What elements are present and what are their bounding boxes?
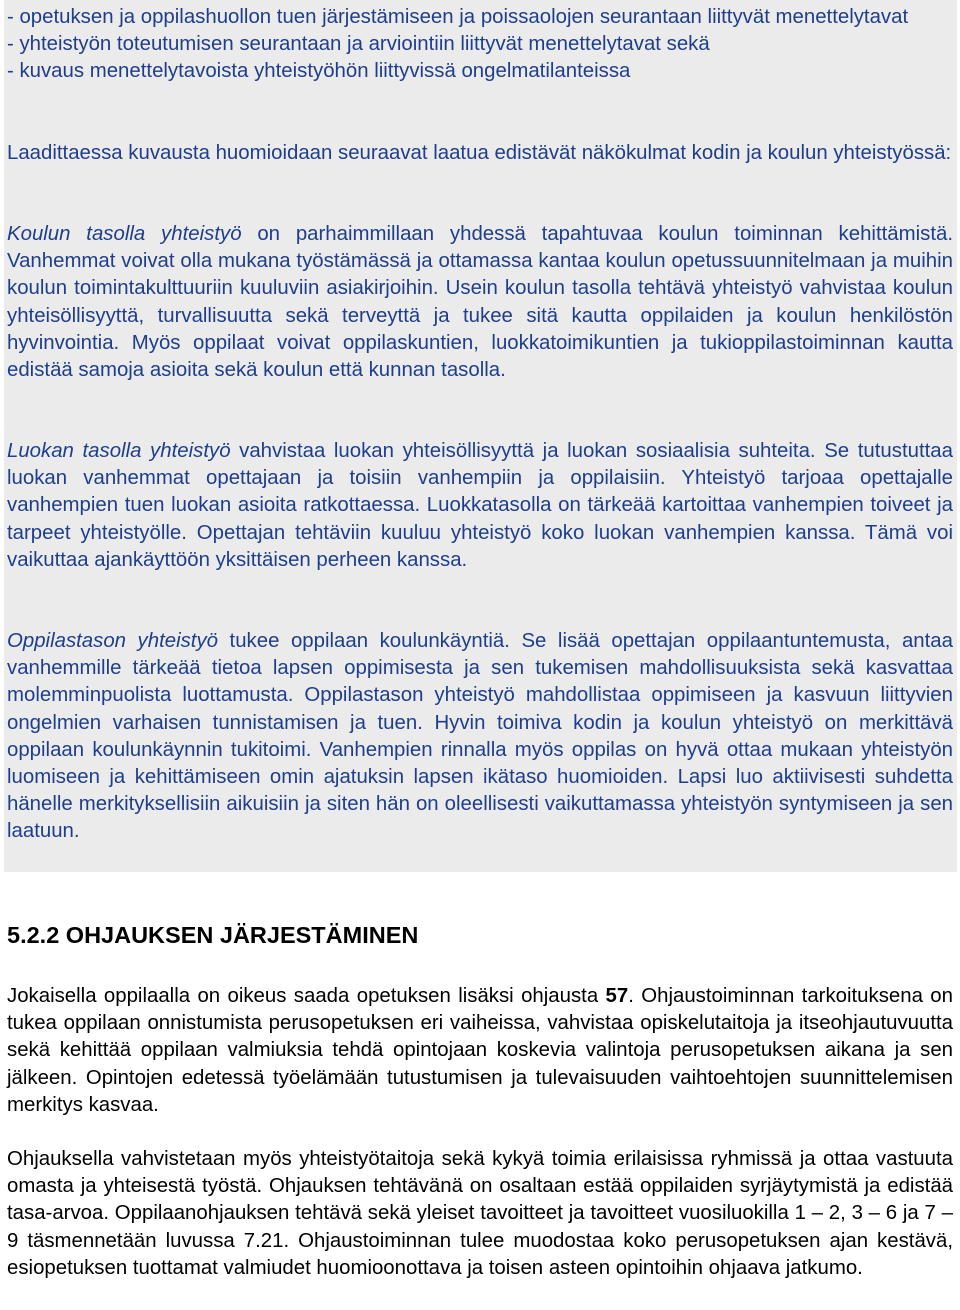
guidance-paragraph-1 <box>7 983 953 1119</box>
top-bullet-list <box>7 4 953 86</box>
class-level-text: vahvistaa luokan yhteisöllisyyttä ja luokan sosiaalisia suhteita. Se tutustuttaa luokan vanhemmat opettajaan ja toisiin vanhempiin ja oppilaisiin. Yhteistyö tarjoaa opettajalle vanhempien tuen luokan asioita ratkottaessa. Luokkatasolla on tärkeää kartoittaa vanhempien toiveet ja tarpeet yhteistyölle. Opettajan tehtäviin kuuluu yhteistyö koko luokan vanhempien kanssa. Tämä voi vaikuttaa ajankäyttöön yksittäisen perheen kanssa. <box>7 440 953 571</box>
guidance-p1-before: Jokaisella oppilaalla on oikeus saada opetuksen lisäksi ohjausta <box>7 985 606 1007</box>
pupil-level-lead: Oppilastason yhteistyö <box>7 630 219 652</box>
list-item: - kuvaus menettelytavoista yhteistyöhön liittyvissä ongelmatilanteissa <box>7 60 631 83</box>
pupil-level-paragraph <box>7 628 953 846</box>
footnote-reference: 57 <box>605 985 629 1007</box>
class-level-paragraph <box>7 438 953 574</box>
school-level-lead: Koulun tasolla yhteistyö <box>7 223 242 245</box>
section-heading: 5.2.2 OHJAUKSEN JÄRJESTÄMINEN <box>7 922 419 948</box>
school-level-text: on parhaimmillaan yhdessä tapahtuvaa koulun toiminnan kehittämistä. Vanhemmat voivat olla mukana työstämässä ja ottamassa kantaa koulun opetussuunnitelmaan ja muihin koulun toimintakulttuuriin kuuluviin asiakirjoihin. Usein koulun tasolla tehtävä yhteistyö vahvistaa koulun yhteisöllisyyttä, turvallisuutta sekä terveyttä ja tukee sitä kautta oppilaiden ja koulun henkilöstön hyvinvointia. Myös oppilaat voivat oppilaskuntien, luokkatoimikuntien ja tukioppilastoiminnan kautta edistää samoja asioita sekä koulun että kunnan tasolla. <box>7 223 953 382</box>
guidance-p1-after: . Ohjaustoiminnan tarkoituksena on tukea oppilaan onnistumista perusopetuksen eri vaiheissa, vahvistaa opiskelutaitoja ja itseohjautuvuutta sekä kehittää oppilaan valmiuksia tehdä opintojaan koskevia valintoja perusopetuksen aikana ja sen jälkeen. Opintojen edetessä työelämään tutustumisen ja tulevaisuuden vaihtoehtojen suunnittelemisen merkitys kasvaa. <box>7 985 953 1116</box>
pupil-level-text: tukee oppilaan koulunkäyntiä. Se lisää opettajan oppilaantuntemusta, antaa vanhemmille tärkeää tietoa lapsen oppimisesta ja sen tukemisen mahdollisuuksista sekä kasvattaa molemminpuolista luottamusta. Oppilastason yhteistyö mahdollistaa oppimiseen ja kasvuun liittyvien ongelmien varhaisen tunnistamisen ja tuen. Hyvin toimiva kodin ja koulun yhteistyö on merkittävä oppilaan koulunkäynnin tukitoimi. Vanhempien rinnalla myös oppilas on hyvä ottaa mukaan yhteistyön luomiseen ja kehittämiseen omin ajatuksin lapsen ikätaso huomioiden. Lapsi luo aktiivisesti suhdetta hänelle merkityksellisiin aikuisiin ja siten hän on oleellisesti vaikuttamassa yhteistyön syntymiseen ja sen laatuun. <box>7 630 953 843</box>
list-item: - opetuksen ja oppilashuollon tuen järjestämiseen ja poissaolojen seurantaan liittyvät menettelytavat <box>7 6 909 28</box>
list-item: - yhteistyön toteutumisen seurantaan ja arviointiin liittyvät menettelytavat sekä <box>7 33 710 56</box>
class-level-lead: Luokan tasolla yhteistyö <box>7 440 231 462</box>
intro-paragraph: Laadittaessa kuvausta huomioidaan seuraavat laatua edistävät näkökulmat kodin ja koulun yhteistyössä: <box>7 142 952 164</box>
school-level-paragraph <box>7 221 953 384</box>
guidance-paragraph-2: Ohjauksella vahvistetaan myös yhteistyötaitoja sekä kykyä toimia erilaisissa ryhmissä ja ottaa vastuuta omasta ja yhteisestä työstä. Ohjauksen tehtävänä on osaltaan estää oppilaiden syrjäytymistä ja edistää tasa-arvoa. Oppilaanohjauksen tehtävä sekä yleiset tavoitteet ja tavoitteet vuosiluokilla 1 – 2, 3 – 6 ja 7 – 9 täsmennetään luvussa 7.21. Ohjaustoiminnan tulee muodostaa koko perusopetuksen ajan kestävä, esiopetuksen tuottamat valmiudet huomioonottava ja toisen asteen opintoihin ohjaava jatkumo. <box>7 1148 953 1279</box>
